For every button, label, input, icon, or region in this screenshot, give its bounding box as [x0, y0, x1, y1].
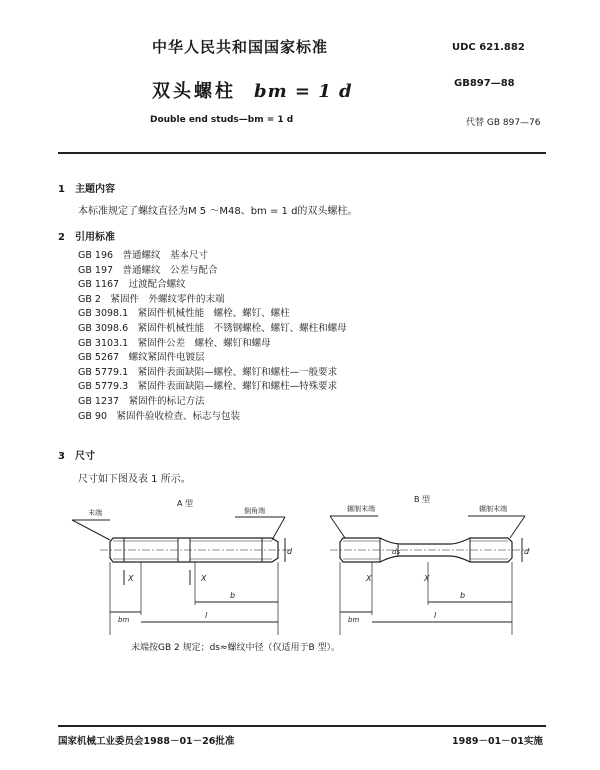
dim-d-label: d — [524, 547, 530, 556]
dim-x-label: X — [366, 574, 372, 583]
dim-x-label: X — [128, 574, 134, 583]
reference-item: GB 3098.1 紧固件机械性能 螺栓、螺钉、螺柱 — [78, 308, 290, 320]
dim-bm-label: bm — [348, 616, 360, 624]
section-3-number: 3 — [58, 451, 65, 462]
reference-item: GB 5779.3 紧固件表面缺陷—螺栓、螺钉和螺柱—特殊要求 — [78, 381, 338, 393]
dim-b-label: b — [230, 591, 236, 600]
section-3-heading — [58, 447, 95, 462]
callout-leader — [72, 520, 110, 540]
type-a-label: A 型 — [177, 499, 194, 508]
document-title — [152, 77, 353, 103]
type-b-label: B 型 — [414, 495, 431, 504]
dim-b-label: b — [460, 591, 466, 600]
document-title-text: 双头螺柱 — [152, 81, 236, 102]
section-2-heading — [58, 228, 115, 243]
stud-drawing — [0, 490, 600, 640]
section-1-title: 主题内容 — [75, 184, 115, 195]
section-3-title: 尺寸 — [75, 451, 95, 462]
callout-leader — [330, 516, 345, 538]
callout-rolled-b-text: 辗制末端 — [479, 505, 507, 513]
reference-item: GB 5267 螺纹紧固件电镀层 — [78, 352, 205, 364]
reference-item: GB 1167 过渡配合螺纹 — [78, 279, 186, 291]
figure-caption: 末端按GB 2 规定；ds≈螺纹中径（仅适用于B 型）。 — [131, 643, 341, 653]
replaces-note: 代替 GB 897—76 — [466, 118, 541, 128]
callout-leader — [510, 516, 525, 538]
reference-item: GB 3098.6 紧固件机械性能 不锈钢螺栓、螺钉、螺柱和螺母 — [78, 322, 347, 334]
standard-number: GB897—88 — [454, 78, 515, 89]
reference-item: GB 90 紧固件验收检查、标志与包装 — [78, 410, 240, 422]
implementation-date: 1989－01－01实施 — [452, 736, 543, 747]
dim-x-label: X — [201, 574, 207, 583]
reference-item: GB 3103.1 紧固件公差 螺栓、螺钉和螺母 — [78, 337, 271, 349]
dim-l-label: l — [434, 611, 437, 620]
callout-rolled-text: 辗制末端 — [347, 505, 375, 513]
english-title: Double end studs—bm = 1 d — [150, 115, 294, 125]
scope-text: 本标准规定了螺纹直径为M 5 ～M48、bm = 1 d的双头螺柱。 — [78, 206, 358, 217]
reference-list — [78, 249, 347, 424]
dim-x-label: X — [424, 574, 430, 583]
reference-item: GB 197 普通螺纹 公差与配合 — [78, 264, 218, 276]
standard-title: 中华人民共和国国家标准 — [152, 38, 329, 56]
section-2-number: 2 — [58, 232, 65, 243]
reference-item: GB 196 普通螺纹 基本尺寸 — [78, 250, 209, 261]
footer-divider — [58, 725, 546, 727]
reference-item: GB 1237 紧固件的标记方法 — [78, 395, 205, 407]
section-1-heading — [58, 180, 115, 195]
dim-bm-label: bm — [118, 616, 130, 624]
callout-leader — [272, 517, 285, 540]
header-divider — [58, 152, 546, 154]
section-2-title: 引用标准 — [75, 232, 115, 243]
document-title-formula: bm = 1 d — [254, 81, 353, 102]
dim-ds-label: ds — [392, 548, 401, 556]
reference-item: GB 2 紧固件 外螺纹零件的末端 — [78, 293, 225, 305]
dim-l-label: l — [205, 611, 208, 620]
approval-note: 国家机械工业委员会1988－01－26批准 — [58, 736, 235, 747]
callout-chamfer-text: 倒角端 — [244, 507, 265, 515]
dim-d-label: d — [287, 547, 293, 556]
dimension-text: 尺寸如下图及表 1 所示。 — [78, 474, 191, 485]
reference-item: GB 5779.1 紧固件表面缺陷—螺栓、螺钉和螺柱—一般要求 — [78, 366, 338, 378]
udc-number: UDC 621.882 — [452, 42, 525, 53]
callout-end-text: 末端 — [88, 509, 102, 517]
section-1-number: 1 — [58, 184, 65, 195]
